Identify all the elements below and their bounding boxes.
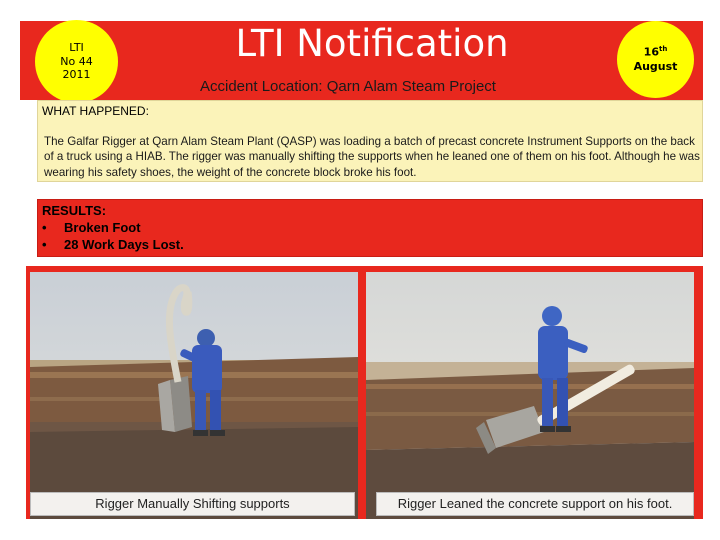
date-day: 16 [643, 46, 659, 60]
results-panel [37, 199, 703, 257]
photo-rigger-shifting [30, 272, 358, 519]
photo-rigger-leaning-support [366, 272, 694, 519]
date-month: August [633, 59, 678, 73]
badge-line-lti: LTI [69, 40, 84, 54]
date-suffix: th [658, 45, 668, 54]
caption-left: Rigger Manually Shifting supports [30, 492, 355, 516]
results-heading: RESULTS: [42, 203, 107, 218]
what-happened-heading: WHAT HAPPENED: [42, 104, 149, 118]
date-day-line [644, 45, 668, 59]
bullet-icon: • [42, 220, 47, 235]
page-title: LTI Notification [235, 22, 509, 65]
what-happened-text: The Galfar Rigger at Qarn Alam Steam Plant (QASP) was loading a batch of precast concrete Instrument Supports on the back of a truck using a HIAB. The rigger was manually shifting the supports when he leaned one of them on his foot. Although he was wearing his safety shoes, the weight of the concrete block broke his foot. [44, 135, 700, 179]
caption-right: Rigger Leaned the concrete support on his foot. [376, 492, 694, 516]
bullet-icon: • [42, 237, 47, 252]
badge-line-year: 2011 [62, 68, 91, 82]
accident-location: Accident Location: Qarn Alam Steam Project [200, 78, 496, 95]
badge-line-number: No 44 [60, 54, 93, 68]
results-item-text: Broken Foot [64, 220, 141, 235]
results-item [42, 237, 184, 252]
what-happened-panel [37, 100, 703, 182]
results-item-text: 28 Work Days Lost. [64, 237, 184, 252]
results-item [42, 220, 141, 235]
date-badge [617, 21, 694, 98]
lti-number-badge [35, 20, 118, 103]
